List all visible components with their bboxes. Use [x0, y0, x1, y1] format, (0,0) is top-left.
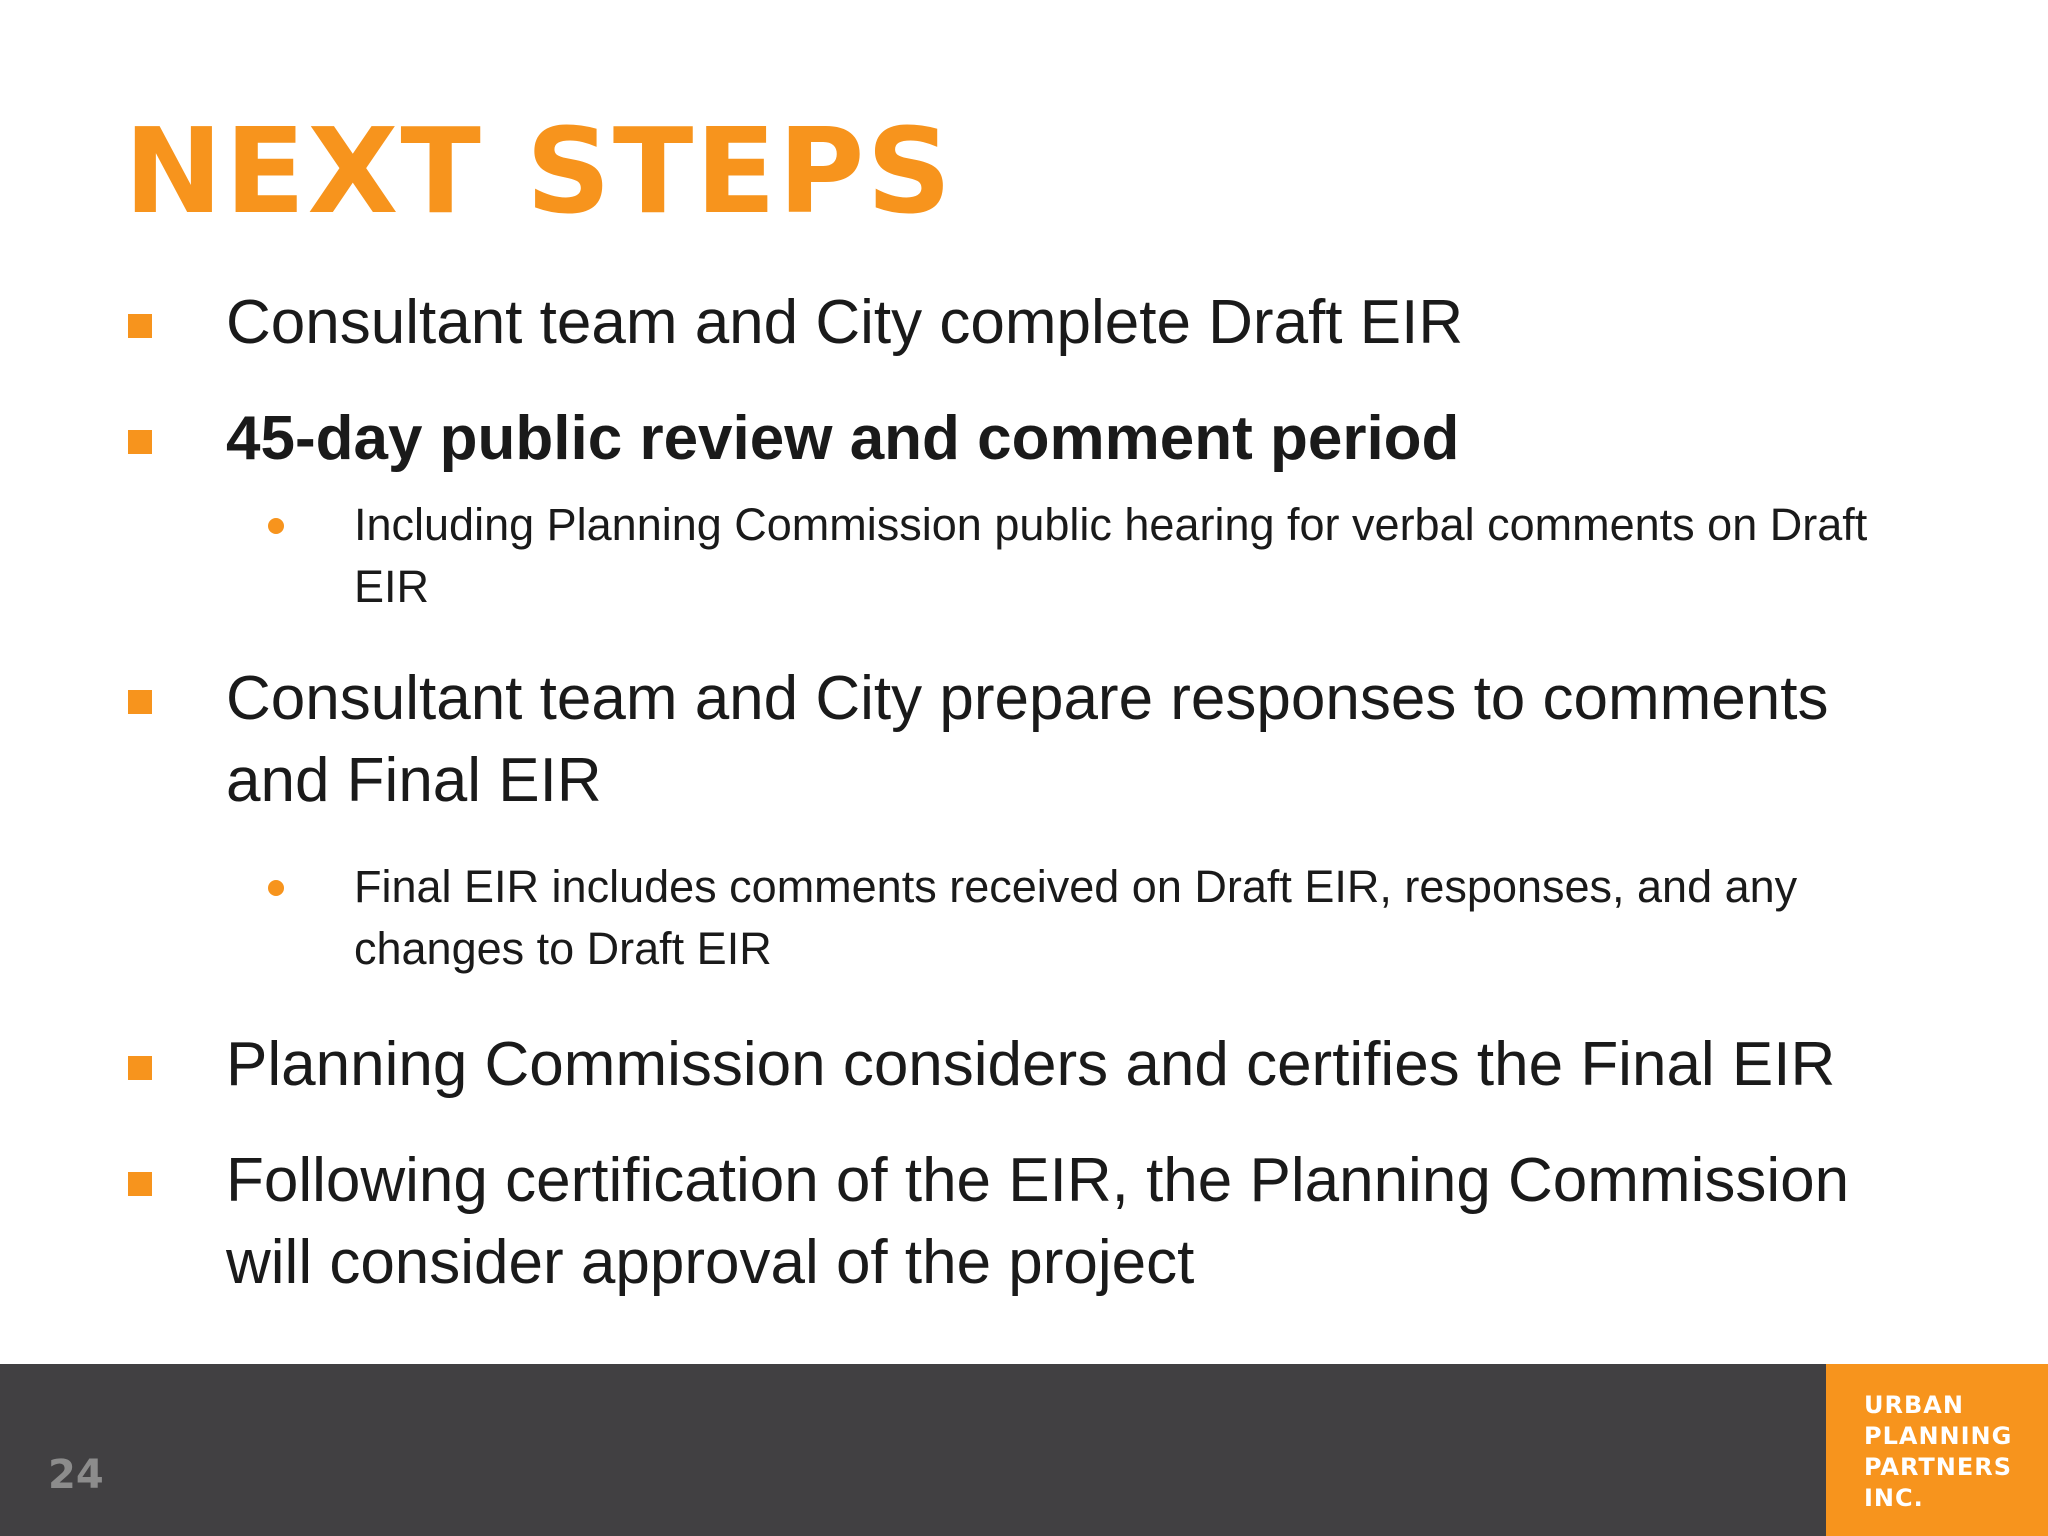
orange-square-icon: [128, 1172, 152, 1196]
sub-bullet-item: [124, 494, 1914, 618]
bullet-item: [124, 282, 1904, 364]
logo-line: PARTNERS: [1864, 1453, 2012, 1481]
orange-dot-icon: [268, 518, 284, 534]
sub-bullet-text: Final EIR includes comments received on Draft EIR, responses, and any changes to Draft EIR: [354, 861, 1798, 974]
company-logo: [1826, 1364, 2048, 1536]
bullet-item: [124, 398, 1904, 480]
footer-bar: [0, 1364, 2048, 1536]
bullet-item: [124, 1024, 1904, 1106]
bullet-list: [124, 282, 1904, 1338]
orange-square-icon: [128, 314, 152, 338]
sub-bullet-text: Including Planning Commission public hearing for verbal comments on Draft EIR: [354, 499, 1868, 612]
bullet-item: [124, 1140, 1904, 1304]
logo-line: PLANNING: [1864, 1422, 2013, 1450]
logo-line: INC.: [1864, 1484, 1924, 1512]
bullet-text: 45-day public review and comment period: [226, 404, 1460, 473]
logo-wordmark: [1864, 1390, 2012, 1514]
orange-square-icon: [128, 690, 152, 714]
page-number: 24: [48, 1452, 104, 1498]
slide-title: NEXT STEPS: [124, 102, 954, 240]
orange-square-icon: [128, 1056, 152, 1080]
bullet-item: [124, 658, 1904, 822]
sub-bullet-item: [124, 856, 1914, 980]
bullet-text: Consultant team and City complete Draft EIR: [226, 288, 1464, 357]
orange-dot-icon: [268, 880, 284, 896]
bullet-text: Following certification of the EIR, the Planning Commission will consider approval of the project: [226, 1146, 1850, 1297]
bullet-text: Consultant team and City prepare responses to comments and Final EIR: [226, 664, 1829, 815]
bullet-text: Planning Commission considers and certifies the Final EIR: [226, 1030, 1836, 1099]
orange-square-icon: [128, 430, 152, 454]
logo-line: URBAN: [1864, 1391, 1964, 1419]
